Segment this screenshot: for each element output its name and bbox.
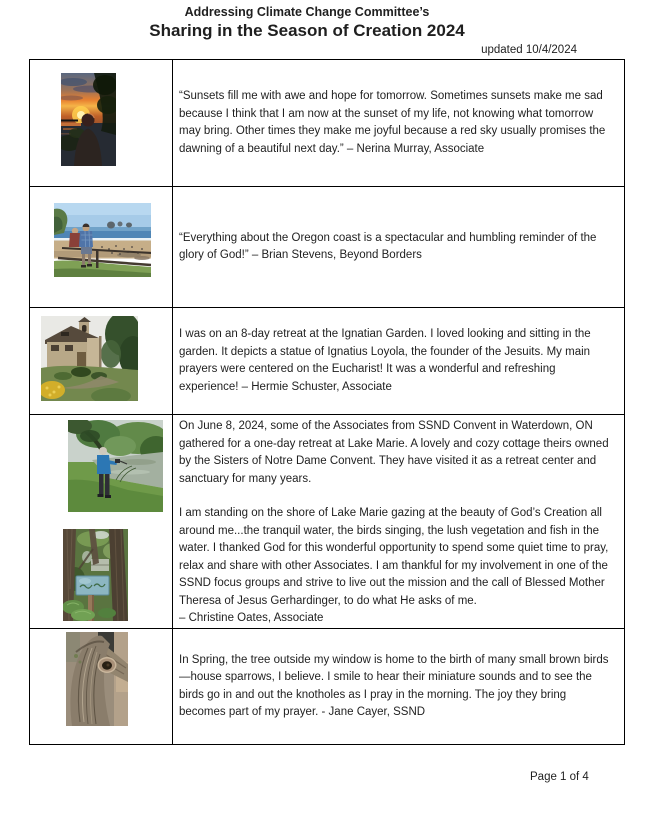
chapel-garden-photo xyxy=(41,316,138,401)
quote-cell xyxy=(173,308,624,414)
quote-text: I was on an 8-day retreat at the Ignatian Garden. I loved looking and sitting in the garden. It depicts a statue of Ignatius Loyola, the founder of the Jesuits. My main prayers were centered on the Eucharist! It was a wonderful and refreshing experience! – Hermie Schuster, Associate xyxy=(179,328,591,393)
table-row xyxy=(30,629,624,744)
table-row xyxy=(30,415,624,629)
committee-heading: Addressing Climate Change Committee’s xyxy=(184,5,430,19)
photo-cell xyxy=(30,629,173,744)
coast-photo xyxy=(54,203,151,277)
quote-text: “Everything about the Oregon coast is a spectacular and humbling reminder of the glory of God!” – Brian Stevens, Beyond Borders xyxy=(179,231,597,261)
updated-date: updated 10/4/2024 xyxy=(481,44,577,56)
quote-text: On June 8, 2024, some of the Associates from SSND Convent in Waterdown, ON gathered for a one-day retreat at Lake Marie. A lovely and cozy cottage theirs owned by the Sisters of Notre Dame Convent. They have visited it as a retreat center and sanctuary for many years. xyxy=(179,420,609,485)
page-title: Sharing in the Season of Creation 2024 xyxy=(149,21,465,40)
page-number: Page 1 of 4 xyxy=(530,771,589,783)
quote-cell xyxy=(173,629,624,744)
photo-cell xyxy=(30,308,173,414)
quote-cell xyxy=(173,415,624,628)
quote-cell xyxy=(173,187,624,307)
attribution-text: – Christine Oates, Associate xyxy=(179,612,324,624)
lake-marie-sign-photo xyxy=(63,529,128,621)
lake-shore-photo xyxy=(68,420,163,512)
photo-cell xyxy=(30,60,173,186)
table-row xyxy=(30,60,624,187)
table-row xyxy=(30,308,624,415)
quote-text: “Sunsets fill me with awe and hope for tomorrow. Sometimes sunsets make me sad because I think that I am now at the sunset of my life, not knowing what tomorrow may bring. Other times they make me joyful because a red sky usually promises the dawning of a beautiful next day.” – Nerina Murray, Associate xyxy=(179,90,606,155)
photo-cell xyxy=(30,415,173,628)
sunset-photo xyxy=(61,73,116,166)
sharing-table xyxy=(29,59,625,745)
quote-text: In Spring, the tree outside my window is home to the birth of many small brown birds—house sparrows, I believe. I smile to hear their miniature sounds and to see the birds go in and out the knotholes as I pray in the morning. The joy they bring becomes part of my prayer. - Jane Cayer, SSND xyxy=(179,653,609,718)
quote-cell xyxy=(173,60,624,186)
table-row xyxy=(30,187,624,308)
tree-trunk-photo xyxy=(66,632,128,726)
photo-cell xyxy=(30,187,173,307)
quote-text: I am standing on the shore of Lake Marie gazing at the beauty of God’s Creation all around me...the tranquil water, the birds singing, the lush vegetation and fish in the water. I thanked God for this wonderful opportunity to spend some quiet time to pray, relax and share with other Associates. I am thankful for my involvement in one of the SSND focus groups and strive to live out the mission and the call of Blessed Mother Theresa of Jesus Gerhardinger, to do what He asks of me. xyxy=(179,507,609,607)
